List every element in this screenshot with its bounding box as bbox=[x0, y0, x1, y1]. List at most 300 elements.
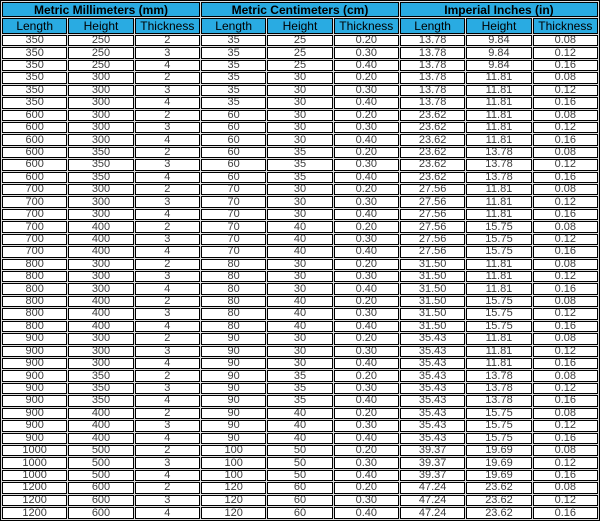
cell: 90 bbox=[201, 358, 266, 369]
cell: 50 bbox=[267, 457, 332, 468]
cell: 4 bbox=[135, 172, 200, 183]
cell: 90 bbox=[201, 333, 266, 344]
cell: 4 bbox=[135, 60, 200, 71]
table-row bbox=[2, 60, 598, 71]
table-row bbox=[2, 495, 598, 506]
cell: 60 bbox=[267, 507, 332, 519]
cell: 100 bbox=[201, 445, 266, 456]
table-row bbox=[2, 457, 598, 468]
table-row bbox=[2, 259, 598, 270]
cell: 300 bbox=[68, 346, 133, 357]
cell: 0.08 bbox=[533, 482, 598, 493]
table-body bbox=[2, 35, 598, 519]
cell: 60 bbox=[267, 495, 332, 506]
cell: 11.81 bbox=[466, 122, 531, 133]
cell: 120 bbox=[201, 495, 266, 506]
table-row bbox=[2, 271, 598, 282]
cell: 0.12 bbox=[533, 457, 598, 468]
cell: 350 bbox=[2, 60, 67, 71]
cell: 31.50 bbox=[400, 283, 465, 294]
cell: 350 bbox=[68, 172, 133, 183]
cell: 0.16 bbox=[533, 321, 598, 332]
cell: 2 bbox=[135, 408, 200, 419]
column-header-mm-thickness: Thickness bbox=[135, 18, 200, 34]
cell: 300 bbox=[68, 271, 133, 282]
cell: 3 bbox=[135, 495, 200, 506]
cell: 39.37 bbox=[400, 470, 465, 481]
cell: 0.16 bbox=[533, 60, 598, 71]
table-row bbox=[2, 159, 598, 170]
cell: 0.08 bbox=[533, 296, 598, 307]
cell: 31.50 bbox=[400, 296, 465, 307]
cell: 0.40 bbox=[334, 134, 399, 145]
cell: 400 bbox=[68, 433, 133, 444]
cell: 2 bbox=[135, 482, 200, 493]
cell: 0.16 bbox=[533, 395, 598, 406]
cell: 13.78 bbox=[400, 47, 465, 58]
cell: 90 bbox=[201, 420, 266, 431]
cell: 600 bbox=[2, 134, 67, 145]
table-row bbox=[2, 507, 598, 519]
cell: 60 bbox=[201, 147, 266, 158]
table-row bbox=[2, 333, 598, 344]
cell: 350 bbox=[68, 383, 133, 394]
cell: 0.30 bbox=[334, 47, 399, 58]
cell: 0.16 bbox=[533, 470, 598, 481]
table-row bbox=[2, 184, 598, 195]
cell: 19.69 bbox=[466, 457, 531, 468]
cell: 3 bbox=[135, 85, 200, 96]
cell: 30 bbox=[267, 85, 332, 96]
cell: 40 bbox=[267, 296, 332, 307]
cell: 500 bbox=[68, 457, 133, 468]
cell: 23.62 bbox=[400, 110, 465, 121]
cell: 300 bbox=[68, 72, 133, 83]
cell: 0.12 bbox=[533, 122, 598, 133]
cell: 90 bbox=[201, 433, 266, 444]
cell: 300 bbox=[68, 333, 133, 344]
table-row bbox=[2, 122, 598, 133]
cell: 800 bbox=[2, 296, 67, 307]
cell: 4 bbox=[135, 321, 200, 332]
cell: 900 bbox=[2, 333, 67, 344]
cell: 900 bbox=[2, 420, 67, 431]
group-header-row bbox=[2, 2, 598, 17]
cell: 3 bbox=[135, 196, 200, 207]
cell: 27.56 bbox=[400, 234, 465, 245]
cell: 0.12 bbox=[533, 159, 598, 170]
table-row bbox=[2, 445, 598, 456]
cell: 2 bbox=[135, 221, 200, 232]
cell: 0.12 bbox=[533, 308, 598, 319]
cell: 2 bbox=[135, 370, 200, 381]
cell: 0.16 bbox=[533, 433, 598, 444]
cell: 0.30 bbox=[334, 159, 399, 170]
cell: 0.30 bbox=[334, 196, 399, 207]
cell: 13.78 bbox=[400, 85, 465, 96]
cell: 15.75 bbox=[466, 308, 531, 319]
table-row bbox=[2, 346, 598, 357]
cell: 35 bbox=[201, 72, 266, 83]
cell: 0.12 bbox=[533, 420, 598, 431]
cell: 350 bbox=[2, 97, 67, 108]
cell: 0.20 bbox=[334, 35, 399, 46]
cell: 25 bbox=[267, 35, 332, 46]
cell: 35 bbox=[267, 370, 332, 381]
cell: 13.78 bbox=[466, 147, 531, 158]
table-row bbox=[2, 308, 598, 319]
cell: 35.43 bbox=[400, 370, 465, 381]
cell: 30 bbox=[267, 333, 332, 344]
cell: 15.75 bbox=[466, 221, 531, 232]
cell: 15.75 bbox=[466, 433, 531, 444]
cell: 1200 bbox=[2, 507, 67, 519]
cell: 50 bbox=[267, 445, 332, 456]
cell: 0.08 bbox=[533, 445, 598, 456]
cell: 350 bbox=[2, 72, 67, 83]
cell: 0.20 bbox=[334, 333, 399, 344]
cell: 0.12 bbox=[533, 271, 598, 282]
cell: 250 bbox=[68, 35, 133, 46]
cell: 400 bbox=[68, 420, 133, 431]
cell: 40 bbox=[267, 433, 332, 444]
cell: 300 bbox=[68, 196, 133, 207]
cell: 900 bbox=[2, 370, 67, 381]
cell: 700 bbox=[2, 184, 67, 195]
cell: 60 bbox=[201, 172, 266, 183]
cell: 400 bbox=[68, 234, 133, 245]
cell: 35.43 bbox=[400, 395, 465, 406]
cell: 600 bbox=[68, 495, 133, 506]
table-row bbox=[2, 221, 598, 232]
cell: 300 bbox=[68, 283, 133, 294]
cell: 0.08 bbox=[533, 147, 598, 158]
table-row bbox=[2, 72, 598, 83]
cell: 900 bbox=[2, 358, 67, 369]
cell: 0.16 bbox=[533, 134, 598, 145]
table-row bbox=[2, 147, 598, 158]
cell: 700 bbox=[2, 234, 67, 245]
cell: 15.75 bbox=[466, 246, 531, 257]
cell: 350 bbox=[68, 147, 133, 158]
cell: 0.30 bbox=[334, 457, 399, 468]
column-header-cm-thickness: Thickness bbox=[334, 18, 399, 34]
cell: 400 bbox=[68, 221, 133, 232]
cell: 0.16 bbox=[533, 209, 598, 220]
cell: 4 bbox=[135, 283, 200, 294]
cell: 0.40 bbox=[334, 246, 399, 257]
cell: 4 bbox=[135, 395, 200, 406]
cell: 90 bbox=[201, 408, 266, 419]
cell: 600 bbox=[68, 482, 133, 493]
cell: 11.81 bbox=[466, 259, 531, 270]
cell: 3 bbox=[135, 271, 200, 282]
cell: 11.81 bbox=[466, 283, 531, 294]
cell: 600 bbox=[2, 122, 67, 133]
cell: 25 bbox=[267, 60, 332, 71]
cell: 35.43 bbox=[400, 383, 465, 394]
cell: 35.43 bbox=[400, 433, 465, 444]
cell: 0.20 bbox=[334, 408, 399, 419]
cell: 0.40 bbox=[334, 209, 399, 220]
cell: 0.20 bbox=[334, 221, 399, 232]
cell: 0.20 bbox=[334, 184, 399, 195]
cell: 13.78 bbox=[466, 159, 531, 170]
table-row bbox=[2, 85, 598, 96]
cell: 300 bbox=[68, 358, 133, 369]
group-header-metric-mm: Metric Millimeters (mm) bbox=[2, 2, 200, 17]
cell: 4 bbox=[135, 433, 200, 444]
column-header-in-length: Length bbox=[400, 18, 465, 34]
cell: 0.40 bbox=[334, 470, 399, 481]
cell: 300 bbox=[68, 184, 133, 195]
cell: 0.30 bbox=[334, 346, 399, 357]
cell: 80 bbox=[201, 321, 266, 332]
cell: 0.40 bbox=[334, 283, 399, 294]
cell: 80 bbox=[201, 283, 266, 294]
cell: 500 bbox=[68, 445, 133, 456]
cell: 35 bbox=[201, 85, 266, 96]
cell: 30 bbox=[267, 184, 332, 195]
cell: 0.40 bbox=[334, 507, 399, 519]
table-row bbox=[2, 482, 598, 493]
cell: 800 bbox=[2, 271, 67, 282]
cell: 1200 bbox=[2, 482, 67, 493]
cell: 3 bbox=[135, 346, 200, 357]
cell: 0.30 bbox=[334, 308, 399, 319]
cell: 11.81 bbox=[466, 134, 531, 145]
cell: 500 bbox=[68, 470, 133, 481]
table-row bbox=[2, 420, 598, 431]
column-header-mm-height: Height bbox=[68, 18, 133, 34]
cell: 400 bbox=[68, 308, 133, 319]
cell: 60 bbox=[201, 110, 266, 121]
table-row bbox=[2, 110, 598, 121]
cell: 3 bbox=[135, 234, 200, 245]
cell: 0.08 bbox=[533, 35, 598, 46]
cell: 11.81 bbox=[466, 85, 531, 96]
column-header-in-height: Height bbox=[466, 18, 531, 34]
cell: 40 bbox=[267, 246, 332, 257]
cell: 300 bbox=[68, 97, 133, 108]
cell: 800 bbox=[2, 321, 67, 332]
cell: 60 bbox=[201, 134, 266, 145]
cell: 15.75 bbox=[466, 296, 531, 307]
cell: 1000 bbox=[2, 470, 67, 481]
cell: 0.20 bbox=[334, 147, 399, 158]
cell: 800 bbox=[2, 283, 67, 294]
cell: 3 bbox=[135, 47, 200, 58]
table-row bbox=[2, 358, 598, 369]
cell: 0.08 bbox=[533, 370, 598, 381]
column-header-in-thickness: Thickness bbox=[533, 18, 598, 34]
cell: 11.81 bbox=[466, 97, 531, 108]
cell: 0.16 bbox=[533, 97, 598, 108]
cell: 35 bbox=[267, 147, 332, 158]
cell: 0.30 bbox=[334, 383, 399, 394]
table-row bbox=[2, 408, 598, 419]
cell: 30 bbox=[267, 134, 332, 145]
cell: 300 bbox=[68, 209, 133, 220]
cell: 300 bbox=[68, 134, 133, 145]
cell: 400 bbox=[68, 246, 133, 257]
cell: 0.20 bbox=[334, 445, 399, 456]
cell: 35 bbox=[201, 47, 266, 58]
cell: 350 bbox=[2, 85, 67, 96]
cell: 3 bbox=[135, 159, 200, 170]
cell: 13.78 bbox=[400, 60, 465, 71]
cell: 0.40 bbox=[334, 97, 399, 108]
cell: 15.75 bbox=[466, 420, 531, 431]
cell: 250 bbox=[68, 47, 133, 58]
group-header-metric-cm: Metric Centimeters (cm) bbox=[201, 2, 399, 17]
table-row bbox=[2, 97, 598, 108]
cell: 0.20 bbox=[334, 259, 399, 270]
cell: 2 bbox=[135, 445, 200, 456]
cell: 13.78 bbox=[400, 97, 465, 108]
cell: 350 bbox=[2, 47, 67, 58]
cell: 35.43 bbox=[400, 333, 465, 344]
cell: 4 bbox=[135, 507, 200, 519]
cell: 100 bbox=[201, 470, 266, 481]
cell: 30 bbox=[267, 271, 332, 282]
cell: 50 bbox=[267, 470, 332, 481]
cell: 13.78 bbox=[466, 370, 531, 381]
table-row bbox=[2, 383, 598, 394]
cell: 11.81 bbox=[466, 333, 531, 344]
cell: 2 bbox=[135, 147, 200, 158]
cell: 60 bbox=[201, 122, 266, 133]
cell: 2 bbox=[135, 110, 200, 121]
table-row bbox=[2, 283, 598, 294]
table-row bbox=[2, 246, 598, 257]
cell: 400 bbox=[68, 321, 133, 332]
cell: 9.84 bbox=[466, 47, 531, 58]
cell: 90 bbox=[201, 346, 266, 357]
cell: 35.43 bbox=[400, 346, 465, 357]
column-header-row bbox=[2, 18, 598, 34]
table-row bbox=[2, 234, 598, 245]
cell: 3 bbox=[135, 457, 200, 468]
cell: 0.16 bbox=[533, 283, 598, 294]
column-header-mm-length: Length bbox=[2, 18, 67, 34]
cell: 900 bbox=[2, 433, 67, 444]
cell: 0.20 bbox=[334, 370, 399, 381]
cell: 3 bbox=[135, 308, 200, 319]
cell: 350 bbox=[68, 395, 133, 406]
cell: 90 bbox=[201, 370, 266, 381]
cell: 47.24 bbox=[400, 482, 465, 493]
cell: 0.40 bbox=[334, 172, 399, 183]
cell: 4 bbox=[135, 134, 200, 145]
cell: 0.30 bbox=[334, 495, 399, 506]
cell: 23.62 bbox=[400, 159, 465, 170]
cell: 600 bbox=[2, 147, 67, 158]
cell: 350 bbox=[2, 35, 67, 46]
cell: 30 bbox=[267, 97, 332, 108]
cell: 350 bbox=[68, 159, 133, 170]
cell: 800 bbox=[2, 259, 67, 270]
cell: 15.75 bbox=[466, 408, 531, 419]
cell: 700 bbox=[2, 196, 67, 207]
cell: 35 bbox=[267, 395, 332, 406]
table-row bbox=[2, 370, 598, 381]
cell: 47.24 bbox=[400, 495, 465, 506]
cell: 1000 bbox=[2, 457, 67, 468]
cell: 9.84 bbox=[466, 35, 531, 46]
cell: 3 bbox=[135, 383, 200, 394]
cell: 0.20 bbox=[334, 110, 399, 121]
cell: 0.30 bbox=[334, 271, 399, 282]
cell: 0.16 bbox=[533, 358, 598, 369]
cell: 11.81 bbox=[466, 346, 531, 357]
cell: 30 bbox=[267, 358, 332, 369]
cell: 0.16 bbox=[533, 246, 598, 257]
cell: 40 bbox=[267, 408, 332, 419]
cell: 350 bbox=[68, 370, 133, 381]
cell: 35 bbox=[201, 97, 266, 108]
cell: 4 bbox=[135, 470, 200, 481]
cell: 39.37 bbox=[400, 457, 465, 468]
cell: 80 bbox=[201, 308, 266, 319]
table-row bbox=[2, 134, 598, 145]
cell: 700 bbox=[2, 246, 67, 257]
cell: 60 bbox=[201, 159, 266, 170]
cell: 600 bbox=[2, 159, 67, 170]
cell: 23.62 bbox=[400, 122, 465, 133]
cell: 30 bbox=[267, 110, 332, 121]
table-row bbox=[2, 47, 598, 58]
cell: 80 bbox=[201, 271, 266, 282]
cell: 35 bbox=[201, 60, 266, 71]
cell: 4 bbox=[135, 209, 200, 220]
cell: 0.08 bbox=[533, 333, 598, 344]
cell: 800 bbox=[2, 308, 67, 319]
cell: 27.56 bbox=[400, 184, 465, 195]
cell: 0.08 bbox=[533, 72, 598, 83]
table-row bbox=[2, 433, 598, 444]
cell: 40 bbox=[267, 308, 332, 319]
cell: 39.37 bbox=[400, 445, 465, 456]
cell: 40 bbox=[267, 221, 332, 232]
cell: 30 bbox=[267, 209, 332, 220]
cell: 0.08 bbox=[533, 259, 598, 270]
table-row bbox=[2, 321, 598, 332]
cell: 30 bbox=[267, 72, 332, 83]
cell: 11.81 bbox=[466, 196, 531, 207]
cell: 0.40 bbox=[334, 321, 399, 332]
cell: 0.12 bbox=[533, 383, 598, 394]
cell: 13.78 bbox=[466, 383, 531, 394]
cell: 250 bbox=[68, 60, 133, 71]
table-row bbox=[2, 296, 598, 307]
cell: 2 bbox=[135, 35, 200, 46]
cell: 400 bbox=[68, 296, 133, 307]
cell: 2 bbox=[135, 296, 200, 307]
cell: 27.56 bbox=[400, 246, 465, 257]
cell: 35 bbox=[201, 35, 266, 46]
cell: 70 bbox=[201, 234, 266, 245]
cell: 2 bbox=[135, 184, 200, 195]
cell: 2 bbox=[135, 259, 200, 270]
cell: 900 bbox=[2, 408, 67, 419]
cell: 35 bbox=[267, 383, 332, 394]
group-header-imperial-in: Imperial Inches (in) bbox=[400, 2, 598, 17]
cell: 9.84 bbox=[466, 60, 531, 71]
cell: 35 bbox=[267, 159, 332, 170]
cell: 23.62 bbox=[466, 495, 531, 506]
cell: 70 bbox=[201, 246, 266, 257]
